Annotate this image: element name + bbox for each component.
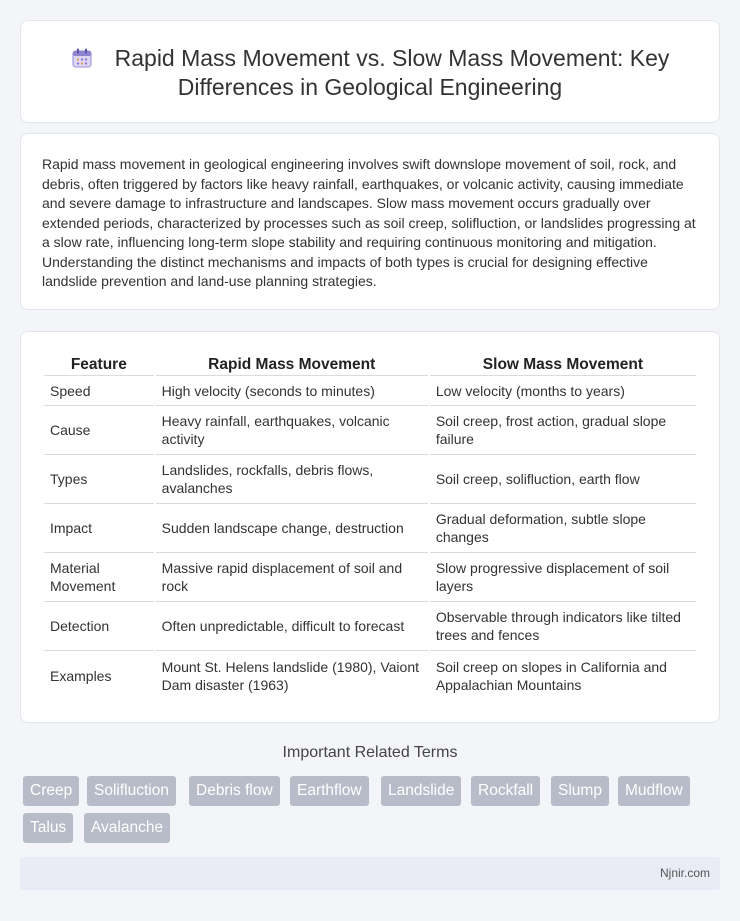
feature-cell: Impact: [44, 504, 154, 553]
header-rapid: Rapid Mass Movement: [156, 354, 428, 376]
feature-cell: Cause: [44, 406, 154, 455]
tag-talus[interactable]: Talus: [23, 813, 73, 843]
footer-site[interactable]: Njnir.com: [659, 866, 710, 880]
related-terms-title: Important Related Terms: [282, 744, 458, 761]
feature-cell: Detection: [44, 602, 154, 651]
slow-cell: Soil creep, solifluction, earth flow: [430, 455, 696, 504]
intro-paragraph: Rapid mass movement in geological engineering involves swift downslope movement of soil, rock, and debris, often triggered by factors like heavy rainfall, earthquakes, or volcanic activity, causing immediate and severe damage to infrastructure and landscapes. Slow mass movement occurs gradually over extended periods, characterized by processes such as soil creep, solifluction, or landslides progressing at a slow rate, influencing long-term slope stability and requiring continuous monitoring and mitigation. Understanding the distinct mechanisms and impacts of both types is crucial for designing effective landslide prevention and land-use planning strategies.: [42, 156, 696, 289]
slow-cell: Gradual deformation, subtle slope changes: [430, 504, 696, 553]
header-feature: Feature: [44, 354, 154, 376]
tag-landslide[interactable]: Landslide: [381, 776, 461, 806]
rapid-cell: Sudden landscape change, destruction: [156, 504, 428, 553]
table-row: [44, 602, 696, 651]
title-card: [20, 20, 720, 123]
feature-cell: Examples: [50, 667, 112, 684]
table-row: [44, 553, 696, 602]
table-row: [44, 406, 696, 455]
tag-mudflow[interactable]: Mudflow: [618, 776, 690, 806]
calendar-icon: [71, 47, 93, 69]
comparison-table: [42, 354, 698, 700]
comparison-card: [20, 331, 720, 723]
rapid-cell: High velocity (seconds to minutes): [156, 376, 428, 406]
feature-cell: Speed: [44, 376, 154, 406]
rapid-cell: Mount St. Helens landslide (1980), Vaiont Dam disaster (1963): [161, 658, 419, 693]
rapid-cell: Heavy rainfall, earthquakes, volcanic activity: [156, 406, 428, 455]
rapid-cell: Often unpredictable, difficult to forecast: [156, 602, 428, 651]
feature-cell: Types: [44, 455, 154, 504]
slow-cell: Slow progressive displacement of soil layers: [430, 553, 696, 602]
page-title: Rapid Mass Movement vs. Slow Mass Movement: Key Differences in Geological Engineering: [114, 45, 670, 100]
rapid-cell: Landslides, rockfalls, debris flows, avalanches: [156, 455, 428, 504]
rapid-cell: Massive rapid displacement of soil and rock: [156, 553, 428, 602]
table-row: [44, 504, 696, 553]
header-slow: Slow Mass Movement: [430, 354, 696, 376]
slow-cell: Soil creep, frost action, gradual slope failure: [430, 406, 696, 455]
tag-debris-flow[interactable]: Debris flow: [189, 776, 280, 806]
page-title-wrap: [21, 44, 719, 102]
table-row: [44, 455, 696, 504]
feature-cell: Material Movement: [44, 553, 154, 602]
tag-slump[interactable]: Slump: [551, 776, 609, 806]
slow-cell: Observable through indicators like tilted trees and fences: [430, 602, 696, 651]
slow-cell: Low velocity (months to years): [430, 376, 696, 406]
slow-cell: Soil creep on slopes in California and Appalachian Mountains: [435, 658, 667, 693]
intro-card: [20, 133, 720, 310]
footer: [20, 857, 720, 890]
tag-avalanche[interactable]: Avalanche: [84, 813, 170, 843]
tag-solifluction[interactable]: Solifluction: [87, 776, 176, 806]
tag-creep[interactable]: Creep: [23, 776, 79, 806]
tag-rockfall[interactable]: Rockfall: [471, 776, 540, 806]
table-row: [44, 376, 696, 406]
tag-earthflow[interactable]: Earthflow: [290, 776, 369, 806]
table-header-row: [44, 354, 696, 376]
table-row: [44, 651, 696, 700]
